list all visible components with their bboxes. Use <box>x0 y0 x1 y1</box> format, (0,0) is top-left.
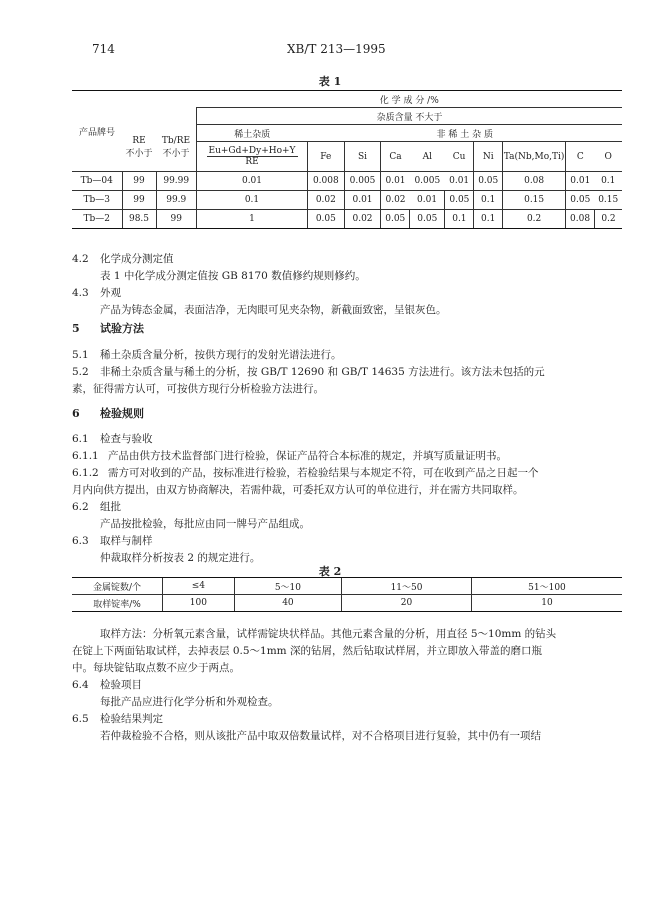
cell-re: 99 <box>122 191 156 210</box>
col-tbre-header: Tb/RE <box>161 136 191 147</box>
cell-ni: 0.05 <box>474 172 503 191</box>
row-label-rate: 取样锭率/% <box>72 595 163 612</box>
cell-count: 11～50 <box>342 578 472 595</box>
cell-fe: 0.05 <box>308 210 345 229</box>
table2 <box>72 577 622 612</box>
section-4-2 <box>72 251 622 319</box>
section-heading: 检验规则 <box>100 407 144 420</box>
col-grade-header: 产品牌号 <box>72 91 122 172</box>
re-impurity-header: 稀土杂质 <box>197 125 308 142</box>
cell-ca: 0.01 <box>381 172 410 191</box>
section-body: 稀土杂质含量分析，按供方现行的发射光谱法进行。 <box>100 349 342 361</box>
section-number: 5 <box>72 322 80 335</box>
cell-ca: 0.02 <box>381 191 410 210</box>
cell-fe: 0.02 <box>308 191 345 210</box>
col-cu: Cu <box>452 151 466 162</box>
cell-count: ≤4 <box>163 578 235 595</box>
cell-ni: 0.1 <box>474 210 503 229</box>
table2-caption: 表 2 <box>318 565 342 578</box>
section-body: 每批产品应进行化学分析和外观检查。 <box>100 696 279 708</box>
section-title: 外观 <box>100 287 121 299</box>
section-number: 4.3 <box>72 287 89 299</box>
cell-rate: 40 <box>234 595 341 612</box>
section-heading: 试验方法 <box>100 322 144 335</box>
cell-cu: 0.05 <box>445 191 474 210</box>
re-formula <box>197 142 308 172</box>
col-re-sub: 不小于 <box>125 149 153 160</box>
cell-re: 99 <box>122 172 156 191</box>
cell-rate: 20 <box>342 595 472 612</box>
cell-si: 0.005 <box>344 172 381 191</box>
section-number: 6.1.1 <box>72 450 99 462</box>
section-number: 6.2 <box>72 501 89 513</box>
cell-re-imp: 0.01 <box>197 172 308 191</box>
section-body: 表 1 中化学成分测定值按 GB 8170 数值修约规则修约。 <box>100 270 366 282</box>
page-number: 714 <box>92 42 115 56</box>
section-body: 仲裁取样分析按表 2 的规定进行。 <box>100 552 261 564</box>
cell-al: 0.05 <box>410 210 445 229</box>
standard-code: XB/T 213—1995 <box>287 42 386 56</box>
section-title: 化学成分测定值 <box>100 253 174 265</box>
cell-o: 0.15 <box>594 191 622 210</box>
section-number: 6.1 <box>72 433 89 445</box>
section-number: 6 <box>72 407 80 420</box>
cell-ta: 0.2 <box>503 210 566 229</box>
section-6-1 <box>72 431 622 567</box>
cell-re: 98.5 <box>122 210 156 229</box>
col-re-header: RE <box>132 136 146 147</box>
running-header <box>92 42 572 58</box>
cell-rate: 100 <box>163 595 235 612</box>
group-header: 化 学 成 分 /% <box>197 91 623 108</box>
cell-si: 0.01 <box>344 191 381 210</box>
section-number: 6.3 <box>72 535 89 547</box>
cell-al: 0.005 <box>410 172 445 191</box>
formula-denominator: RE <box>245 157 259 167</box>
cell-cu: 0.1 <box>445 210 474 229</box>
row-label-count: 金属锭数/个 <box>72 578 163 595</box>
cell-c: 0.01 <box>566 172 595 191</box>
section-title: 检查与验收 <box>100 433 153 445</box>
col-c: C <box>566 142 595 172</box>
cell-o: 0.1 <box>594 172 622 191</box>
section-title: 检验项目 <box>100 679 142 691</box>
section-5-1 <box>72 347 622 398</box>
table-row <box>72 210 622 229</box>
cell-ni: 0.1 <box>474 191 503 210</box>
section-number: 6.1.2 <box>72 467 99 479</box>
col-si: Si <box>344 142 381 172</box>
sampling-method <box>72 626 622 745</box>
section-6 <box>72 405 622 422</box>
cell-tbre: 99.99 <box>156 172 197 191</box>
table1-caption: 表 1 <box>318 75 342 88</box>
col-o: O <box>604 151 612 162</box>
non-re-impurity-header: 非 稀 土 杂 质 <box>308 125 623 142</box>
cell-count: 51～100 <box>471 578 622 595</box>
col-ca: Ca <box>381 142 410 172</box>
section-body-cont: 月内向供方提出，由双方协商解决，若需仲裁，可委托双方认可的单位进行，并在需方共同取样。 <box>72 484 524 496</box>
col-tbre-sub: 不小于 <box>162 149 190 160</box>
section-5 <box>72 320 622 337</box>
cell-tbre: 99.9 <box>156 191 197 210</box>
cell-grade: Tb—2 <box>72 210 122 229</box>
col-al: Al <box>422 151 433 162</box>
section-body: 若仲裁检验不合格，则从该批产品中取双倍数量试样，对不合格项目进行复验，其中仍有一项结 <box>100 730 541 742</box>
section-body: 产品由供方技术监督部门进行检验，保证产品符合本标准的规定，并填写质量证明书。 <box>108 450 507 462</box>
sampling-line: 在锭上下两面钻取试样，去掉表层 0.5～1mm 深的钻屑，然后钻取试样屑，并立即放入带盖的磨口瓶 <box>72 645 542 657</box>
cell-c: 0.05 <box>566 191 595 210</box>
section-body: 产品为铸态金属，表面洁净，无肉眼可见夹杂物，新截面致密，呈银灰色。 <box>100 304 447 316</box>
col-ta: Ta(Nb,Mo,Ti) <box>503 142 566 172</box>
cell-re-imp: 0.1 <box>197 191 308 210</box>
section-title: 检验结果判定 <box>100 713 163 725</box>
sampling-line: 中。每块锭钻取点数不应少于两点。 <box>72 662 240 674</box>
table-row <box>72 191 622 210</box>
formula-numerator: Eu+Gd+Dy+Ho+Y <box>208 146 296 156</box>
section-number: 5.1 <box>72 349 89 361</box>
cell-ta: 0.15 <box>503 191 566 210</box>
table-row <box>72 172 622 191</box>
section-number: 4.2 <box>72 253 89 265</box>
section-body: 需方可对收到的产品，按标准进行检验，若检验结果与本规定不符，可在收到产品之日起一个 <box>108 467 539 479</box>
cell-tbre: 99 <box>156 210 197 229</box>
section-body: 产品按批检验，每批应由同一牌号产品组成。 <box>100 518 310 530</box>
cell-ca: 0.05 <box>381 210 410 229</box>
section-number: 6.5 <box>72 713 89 725</box>
section-number: 6.4 <box>72 679 89 691</box>
cell-cu: 0.01 <box>445 172 474 191</box>
table1 <box>72 90 622 229</box>
section-title: 组批 <box>100 501 121 513</box>
cell-c: 0.08 <box>566 210 595 229</box>
cell-ta: 0.08 <box>503 172 566 191</box>
col-ni: Ni <box>474 142 503 172</box>
section-number: 5.2 <box>72 366 89 378</box>
section-body: 非稀土杂质含量与稀土的分析，按 GB/T 12690 和 GB/T 14635 方法进行。该方法未包括的元 <box>100 366 545 378</box>
section-title: 取样与制样 <box>100 535 153 547</box>
cell-grade: Tb—3 <box>72 191 122 210</box>
cell-si: 0.02 <box>344 210 381 229</box>
cell-count: 5～10 <box>234 578 341 595</box>
cell-o: 0.2 <box>594 210 622 229</box>
cell-rate: 10 <box>471 595 622 612</box>
sampling-line: 取样方法：分析氧元素含量，试样需锭块状样品。其他元素含量的分析，用直径 5～10mm 的钻头 <box>100 628 557 640</box>
cell-al: 0.01 <box>410 191 445 210</box>
section-body-cont: 素，征得需方认可，可按供方现行分析检验方法进行。 <box>72 383 324 395</box>
col-fe: Fe <box>308 142 345 172</box>
cell-re-imp: 1 <box>197 210 308 229</box>
impurity-header: 杂质含量 不大于 <box>197 108 623 125</box>
cell-grade: Tb—04 <box>72 172 122 191</box>
cell-fe: 0.008 <box>308 172 345 191</box>
